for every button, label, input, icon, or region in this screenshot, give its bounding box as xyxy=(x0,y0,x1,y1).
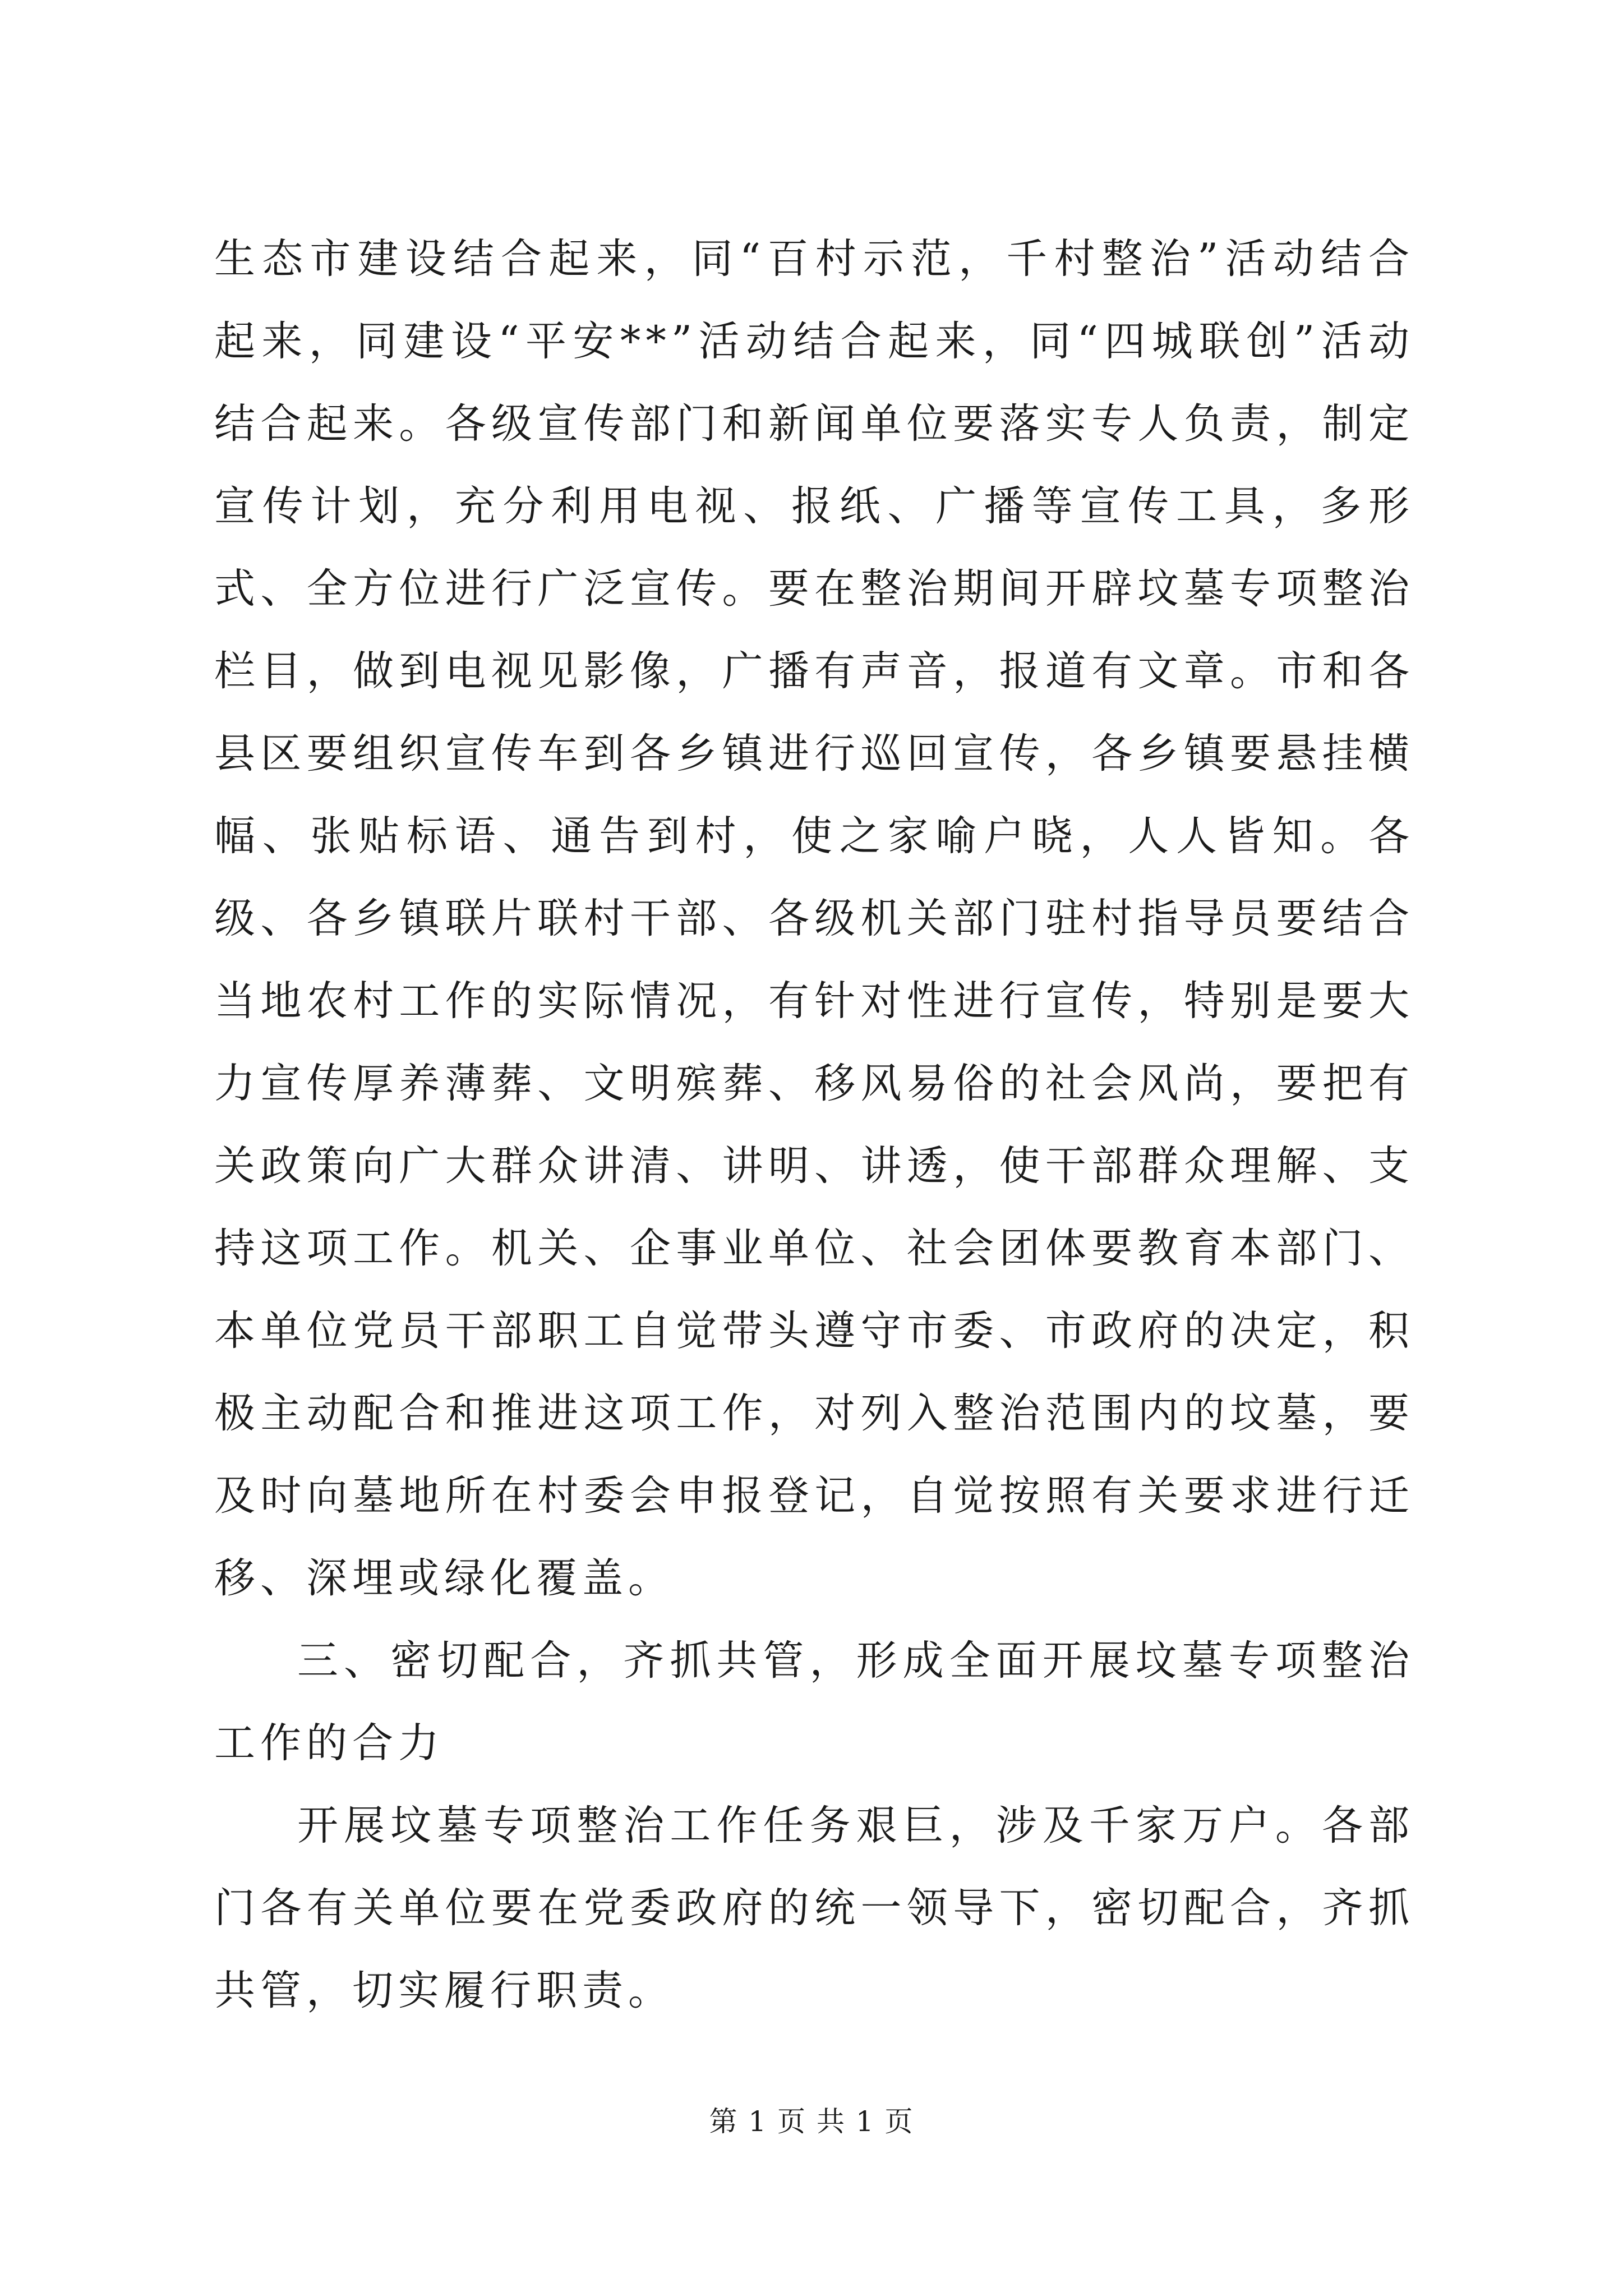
page-footer: 第 1 页 共 1 页 xyxy=(709,2105,914,2138)
document-body xyxy=(214,218,1414,2032)
body-paragraph: 生态市建设结合起来，同“百村示范，千村整治”活动结合起来，同建设“平安**”活动结合起来，同“四城联创”活动结合起来。各级宣传部门和新闻单位要落实专人负责，制定宣传计划，充分利用电视、报纸、广播等宣传工具，多形式、全方位进行广泛宣传。要在整治期间开辟坟墓专项整治栏目，做到电视见影像，广播有声音，报道有文章。市和各县区要组织宣传车到各乡镇进行巡回宣传，各乡镇要悬挂横幅、张贴标语、通告到村，使之家喻户晓，人人皆知。各级、各乡镇联片联村干部、各级机关部门驻村指导员要结合当地农村工作的实际情况，有针对性进行宣传，特别是要大力宣传厚养薄葬、文明殡葬、移风易俗的社会风尚，要把有关政策向广大群众讲清、讲明、讲透，使干部群众理解、支持这项工作。机关、企事业单位、社会团体要教育本部门、本单位党员干部职工自觉带头遵守市委、市政府的决定，积极主动配合和推进这项工作，对列入整治范围内的坟墓，要及时向墓地所在村委会申报登记，自觉按照有关要求进行迁移、深埋或绿化覆盖。 xyxy=(214,235,1414,1602)
section-heading: 三、密切配合，齐抓共管，形成全面开展坟墓专项整治工作的合力 xyxy=(214,1637,1414,1767)
body-paragraph: 开展坟墓专项整治工作任务艰巨，涉及千家万户。各部门各有关单位要在党委政府的统一领导下，密切配合，齐抓共管，切实履行职责。 xyxy=(214,1802,1414,2014)
